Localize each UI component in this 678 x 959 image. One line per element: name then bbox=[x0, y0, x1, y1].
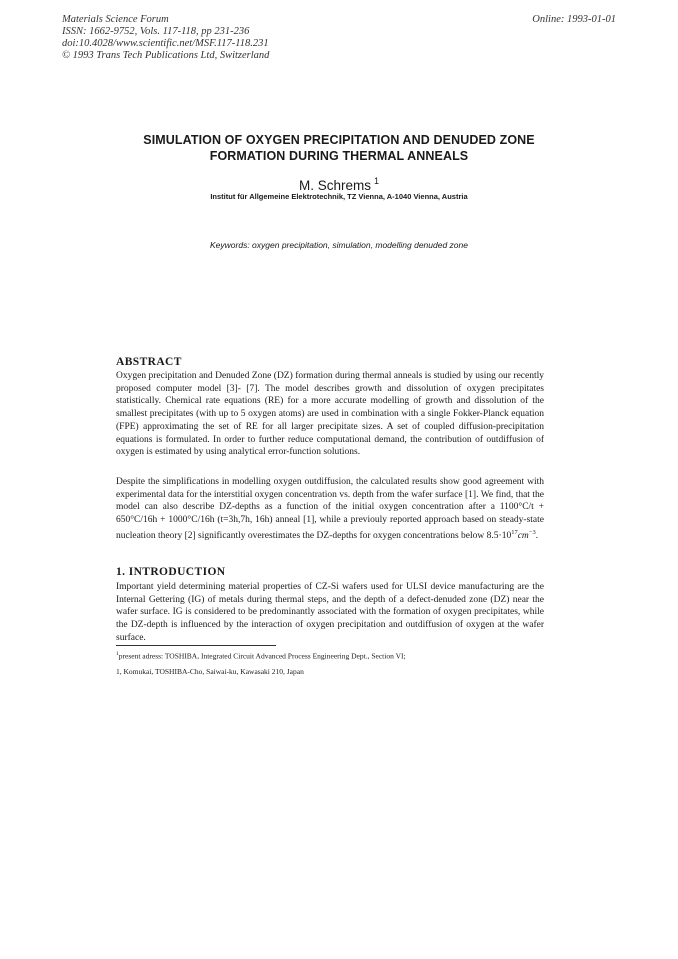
footnote-text-1: present adress: TOSHIBA, Integrated Circuit Advanced Process Engineering Dept., Section VI; bbox=[118, 651, 406, 661]
issn-line: ISSN: 1662-9752, Vols. 117-118, pp 231-236 bbox=[62, 26, 250, 37]
journal-header bbox=[62, 14, 269, 62]
doi-line: doi:10.4028/www.scientific.net/MSF.117-118.231 bbox=[62, 38, 269, 49]
footnote-mark: 1 bbox=[116, 651, 119, 657]
keywords: Keywords: oxygen precipitation, simulation, modelling denuded zone bbox=[210, 240, 468, 250]
abstract-heading: ABSTRACT bbox=[116, 356, 182, 368]
copyright-line: © 1993 Trans Tech Publications Ltd, Switzerland bbox=[62, 50, 270, 61]
abstract-paragraph-1: Oxygen precipitation and Denuded Zone (DZ) formation during thermal anneals is studied by using our recently proposed computer model [3]- [7]. The model describes growth and dissolution of oxygen precipitates statistically. Chemical rate equations (RE) for a more accurate modelling of growth and dissolution of the smallest precipitates (with up to 5 oxygen atoms) are used in combination with a single Fokker-Planck equation (FPE) approximating the set of RE for all larger precipitate sizes. A set of coupled diffusion-precipitation equations is formulated. In order to further reduce computational demand, the contribution of outdiffusion of oxygen is estimated by using analytical error-function solutions. bbox=[116, 371, 544, 458]
sentence-end: . bbox=[535, 530, 539, 541]
exponent-17: 17 bbox=[511, 528, 518, 536]
online-date: Online: 1993-01-01 bbox=[532, 14, 616, 25]
author-footnote-mark: 1 bbox=[374, 176, 380, 186]
introduction-heading: 1. INTRODUCTION bbox=[116, 566, 226, 578]
paper-title bbox=[100, 132, 578, 164]
footnote-line-2: 1, Komukai, TOSHIBA-Cho, Saiwai-ku, Kawasaki 210, Japan bbox=[116, 667, 304, 676]
exponent-minus-3: −3 bbox=[528, 528, 536, 536]
introduction-paragraph: Important yield determining material properties of CZ-Si wafers used for ULSI device manufacturing are the Internal Gettering (IG) of metals during thermal steps, and the depth of a defect-denuded zone (DZ) near the wafer surface. IG is considered to be predominantly associated with the formation of oxygen precipitates, while the DZ-depth is influenced by the interaction of oxygen precipitation and outdiffusion of oxygen at the wafer surface. bbox=[116, 582, 544, 643]
title-line-2: FORMATION DURING THERMAL ANNEALS bbox=[209, 149, 469, 163]
unit-cm: cm bbox=[517, 530, 529, 541]
footnote-rule bbox=[116, 645, 276, 646]
affiliation: Institut für Allgemeine Elektrotechnik, TZ Vienna, A-1040 Vienna, Austria bbox=[210, 192, 468, 201]
title-line-1: SIMULATION OF OXYGEN PRECIPITATION AND DENUDED ZONE bbox=[143, 133, 535, 147]
footnote-line-1 bbox=[116, 649, 566, 662]
journal-name: Materials Science Forum bbox=[62, 14, 169, 25]
abstract-paragraph-2 bbox=[116, 476, 544, 543]
author-name: M. Schrems bbox=[298, 178, 371, 193]
abstract-paragraph-2-text: Despite the simplifications in modelling oxygen outdiffusion, the calculated results show good agreement with experimental data for the interstitial oxygen concentration vs. depth from the wafer surface [1]. We find, that the model can also describe DZ-depths as a function of the initial oxygen concentration after a 1100°C/t + 650°C/16h + 1000°C/16h (t=3h,7h, 16h) anneal [1], while a previouly reported approach based on steady-state nucleation theory [2] significantly overestimates the DZ-depths for oxygen concentrations below 8.5·10 bbox=[116, 477, 544, 541]
